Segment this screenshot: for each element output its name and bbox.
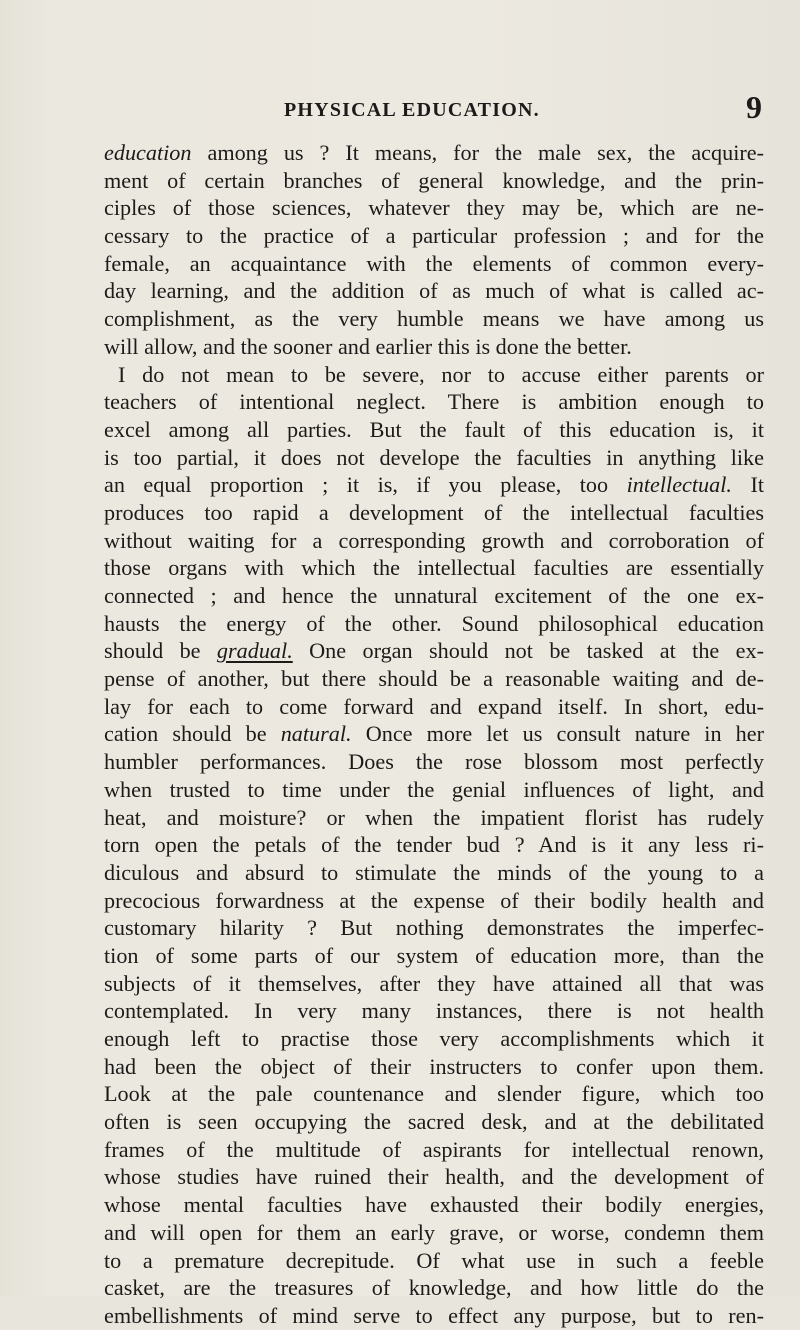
- text-line-segment: without waiting for a corresponding growth and corroboration of: [104, 527, 764, 553]
- text-line: [104, 250, 764, 278]
- text-line: [104, 1274, 764, 1302]
- text-line: [104, 361, 764, 389]
- text-line-segment: It: [731, 472, 764, 498]
- text-line: [104, 831, 764, 859]
- text-line: [104, 1219, 764, 1247]
- text-line-segment: humbler performances. Does the rose blossom most perfectly: [104, 749, 764, 775]
- text-line-segment: should be: [104, 638, 217, 664]
- text-line: [104, 1108, 764, 1136]
- text-line-segment: casket, are the treasures of knowledge, and how little do the: [104, 1275, 764, 1301]
- text-line-segment: complishment, as the very humble means we have among us: [104, 306, 764, 332]
- text-line-segment: tion of some parts of our system of education more, than the: [104, 942, 764, 968]
- text-line: [104, 444, 764, 472]
- text-line: [104, 1191, 764, 1219]
- text-line: [104, 1053, 764, 1081]
- text-line: [104, 499, 764, 527]
- text-line-segment: whose studies have ruined their health, and the development of: [104, 1164, 764, 1190]
- text-line-segment: produces too rapid a development of the intellectual faculties: [104, 499, 764, 525]
- text-line: [104, 997, 764, 1025]
- text-line-segment: and will open for them an early grave, or worse, condemn them: [104, 1219, 764, 1245]
- text-line: [104, 720, 764, 748]
- text-line-segment: often is seen occupying the sacred desk, and at the debilitated: [104, 1109, 764, 1135]
- text-line: [104, 388, 764, 416]
- text-line-segment: among us ? It means, for the male sex, the acquire-: [191, 140, 764, 165]
- text-line-segment: to a premature decrepitude. Of what use in such a feeble: [104, 1247, 764, 1273]
- text-line: [104, 887, 764, 915]
- text-line: [104, 527, 764, 555]
- text-line-segment: diculous and absurd to stimulate the minds of the young to a: [104, 859, 764, 885]
- text-line-segment: I do not mean to be severe, nor to accuse either parents or: [118, 361, 764, 387]
- text-line-segment: when trusted to time under the genial influences of light, and: [104, 776, 764, 802]
- text-line: [104, 1025, 764, 1053]
- text-line: [104, 471, 764, 499]
- page-number: 9: [746, 89, 762, 125]
- text-line: [104, 554, 764, 582]
- text-line: [104, 1136, 764, 1164]
- text-line-segment: excel among all parties. But the fault of this education is, it: [104, 416, 764, 442]
- text-line: [104, 167, 764, 195]
- page-header: [102, 89, 762, 129]
- text-line: [104, 1163, 764, 1191]
- text-line-segment: frames of the multitude of aspirants for intellectual renown,: [104, 1136, 764, 1162]
- text-line-segment: had been the object of their instructers to confer upon them.: [104, 1053, 764, 1079]
- text-line-segment: those organs with which the intellectual faculties are essentially: [104, 555, 764, 581]
- text-line: [104, 914, 764, 942]
- text-line: [104, 1080, 764, 1108]
- text-line-segment: an equal proportion ; it is, if you please, too: [104, 472, 627, 498]
- text-line-segment: teachers of intentional neglect. There is ambition enough to: [104, 389, 764, 415]
- text-line: [104, 1302, 764, 1330]
- text-line-segment: day learning, and the addition of as much of what is called ac-: [104, 278, 764, 304]
- text-line-segment: embellishments of mind serve to effect any purpose, but to ren-: [104, 1302, 764, 1328]
- text-line-segment: female, an acquaintance with the elements of common every-: [104, 250, 764, 276]
- text-line: [104, 637, 764, 665]
- text-line: [104, 859, 764, 887]
- text-line: [104, 277, 764, 305]
- text-line: [104, 776, 764, 804]
- text-line-segment: whose mental faculties have exhausted their bodily energies,: [104, 1192, 764, 1218]
- text-line: [104, 970, 764, 998]
- running-title: PHYSICAL EDUCATION.: [284, 99, 540, 121]
- text-line: [104, 804, 764, 832]
- text-line-segment: hausts the energy of the other. Sound philosophical education: [104, 610, 764, 636]
- text-line-segment: ment of certain branches of general knowledge, and the prin-: [104, 167, 764, 193]
- text-line-segment: is too partial, it does not develope the faculties in anything like: [104, 444, 764, 470]
- text-line-segment: One organ should not be tasked at the ex-: [292, 638, 764, 664]
- text-line: [104, 748, 764, 776]
- text-line-segment: heat, and moisture? or when the impatient florist has rudely: [104, 804, 764, 830]
- text-line-segment: contemplated. In very many instances, there is not health: [104, 998, 764, 1024]
- text-line-segment: pense of another, but there should be a reasonable waiting and de-: [104, 666, 764, 692]
- text-line: [104, 1247, 764, 1275]
- text-line-segment: customary hilarity ? But nothing demonstrates the imperfec-: [104, 915, 764, 941]
- text-line: [104, 693, 764, 721]
- text-line-segment: will allow, and the sooner and earlier this is done the better.: [104, 333, 632, 359]
- text-line: [104, 333, 764, 361]
- text-line: [104, 416, 764, 444]
- text-line: [104, 139, 764, 167]
- text-line: [104, 942, 764, 970]
- text-line-segment: ciples of those sciences, whatever they may be, which are ne-: [104, 195, 764, 221]
- body-text: [104, 139, 764, 1330]
- text-line-segment: enough left to practise those very accomplishments which it: [104, 1026, 764, 1051]
- text-line-segment: precocious forwardness at the expense of their bodily health and: [104, 887, 764, 913]
- text-line-segment: Once more let us consult nature in her: [351, 721, 764, 747]
- text-line-segment: subjects of it themselves, after they have attained all that was: [104, 970, 764, 996]
- text-line: [104, 194, 764, 222]
- text-line: [104, 222, 764, 250]
- italic-word: education: [104, 140, 192, 165]
- italic-word: natural.: [280, 721, 352, 747]
- text-line-segment: cation should be: [104, 721, 281, 747]
- italic-word: gradual.: [216, 638, 293, 664]
- text-line: [104, 582, 764, 610]
- text-line: [104, 305, 764, 333]
- italic-word: intellectual.: [626, 472, 732, 498]
- text-line: [104, 665, 764, 693]
- text-line-segment: torn open the petals of the tender bud ? And is it any less ri-: [104, 832, 764, 858]
- text-line-segment: cessary to the practice of a particular profession ; and for the: [104, 223, 764, 249]
- text-line-segment: connected ; and hence the unnatural excitement of the one ex-: [104, 583, 764, 608]
- text-line-segment: Look at the pale countenance and slender figure, which too: [104, 1081, 764, 1107]
- text-line: [104, 610, 764, 638]
- text-line-segment: lay for each to come forward and expand itself. In short, edu-: [104, 693, 764, 719]
